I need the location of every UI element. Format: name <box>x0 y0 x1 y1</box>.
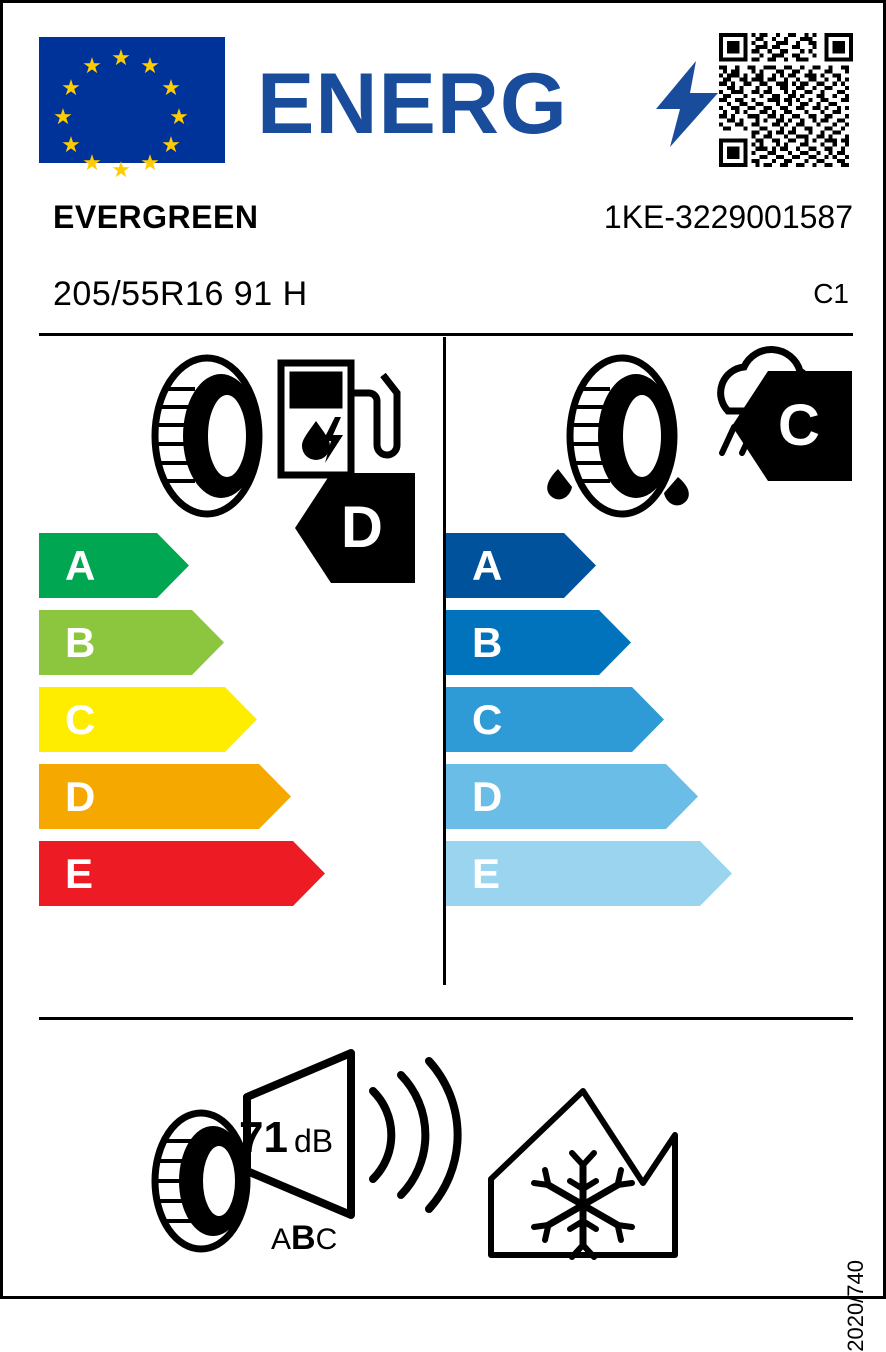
wet-grade-selected-arrow <box>732 371 852 481</box>
tyre-type-identifier: 1KE-3229001587 <box>603 199 853 235</box>
grade-letter: A <box>472 542 503 589</box>
noise-value <box>239 1113 333 1163</box>
lightning-bolt-icon <box>656 61 718 147</box>
tyre-class: C1 <box>813 278 849 309</box>
brand-row <box>39 199 853 243</box>
qr-code-icon <box>719 33 853 167</box>
noise-class-b-selected: B <box>291 1219 316 1257</box>
noise-class-scale <box>271 1219 337 1258</box>
grade-letter: C <box>472 696 503 743</box>
grade-letter: C <box>65 696 96 743</box>
noise-number: 71 <box>239 1113 288 1162</box>
grade-letter: D <box>65 773 96 820</box>
manufacturer-name: EVERGREEN <box>53 199 259 235</box>
noise-class-c: C <box>315 1223 338 1256</box>
size-row <box>39 275 853 319</box>
grade-bar-d <box>39 764 443 829</box>
grade-bar-b <box>446 610 850 675</box>
snow-grip-section <box>483 1083 683 1263</box>
regulation-year-code: 2020/740 <box>843 1260 868 1352</box>
three-peak-mountain-snowflake-icon <box>483 1083 683 1263</box>
grade-letter: E <box>65 850 94 897</box>
wet-grade-letter: C <box>778 393 820 458</box>
fuel-efficiency-panel <box>39 337 443 987</box>
divider-top <box>39 333 853 336</box>
grade-bar-e <box>39 841 443 906</box>
grade-letter: B <box>472 619 503 666</box>
grade-bar-a <box>446 533 850 598</box>
grade-letter: E <box>472 850 501 897</box>
grade-bar-d <box>446 764 850 829</box>
noise-section <box>143 1043 493 1263</box>
grade-bar-b <box>39 610 443 675</box>
grade-letter: A <box>65 542 96 589</box>
energ-wordmark: ENERG <box>257 56 568 152</box>
tyre-size-designation: 205/55R16 91 H <box>53 275 308 313</box>
grade-bar-e <box>446 841 850 906</box>
grade-letter: D <box>472 773 503 820</box>
fuel-grade-letter: D <box>341 495 383 560</box>
grade-bar-c <box>39 687 443 752</box>
grade-letter: B <box>65 619 96 666</box>
label-header <box>39 33 853 182</box>
eu-flag-icon: ★ ★ ★ ★ ★ ★ ★ ★ ★ ★ ★ ★ <box>39 37 225 163</box>
divider-bottom <box>39 1017 853 1020</box>
fuel-grade-bars <box>39 533 443 918</box>
grade-bar-c <box>446 687 850 752</box>
noise-class-a: A <box>271 1223 292 1256</box>
wet-grade-bars <box>446 533 850 918</box>
noise-unit: dB <box>293 1123 334 1159</box>
fuel-grade-selected-arrow <box>295 473 415 583</box>
